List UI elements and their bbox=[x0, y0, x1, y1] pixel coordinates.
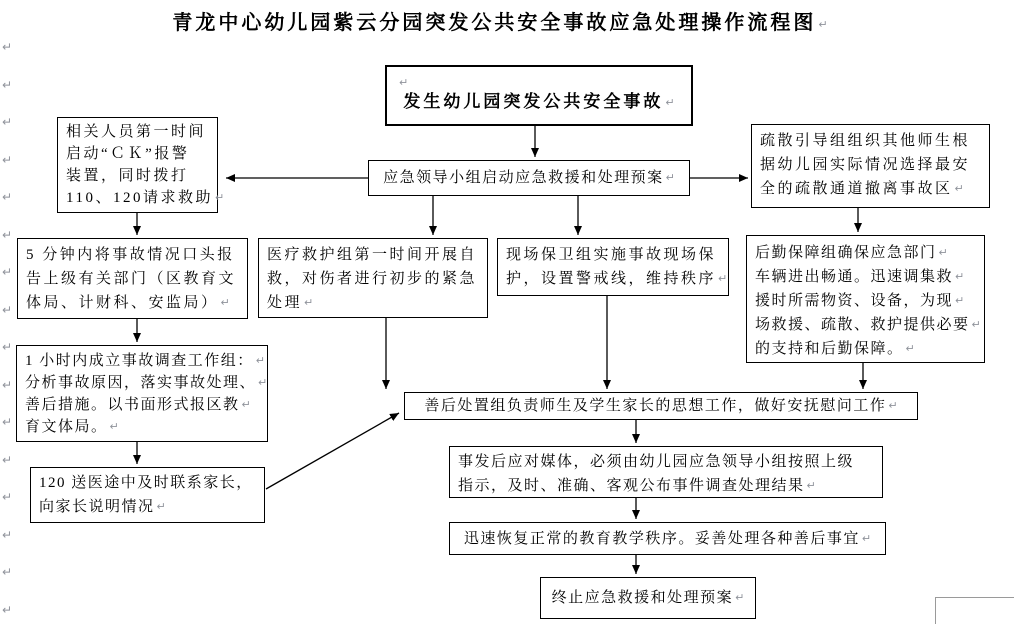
return-mark-icon: ↵ bbox=[818, 18, 828, 31]
return-mark-icon: ↵ bbox=[2, 340, 13, 354]
node-text-line: 育文体局。 bbox=[25, 419, 108, 435]
node-text-line: 救，对伤者进行初步的紧急 bbox=[267, 271, 478, 287]
node-text-line: 分析事故原因，落实事故处理、 bbox=[25, 375, 257, 391]
return-mark-icon: ↵ bbox=[806, 479, 816, 492]
flow-node-guard bbox=[497, 238, 729, 296]
return-mark-icon: ↵ bbox=[2, 115, 13, 129]
node-text-line: 应急领导小组启动应急救援和处理预案 bbox=[383, 170, 664, 186]
return-mark-icon: ↵ bbox=[955, 294, 965, 307]
node-text-line: 迅速恢复正常的教育教学秩序。妥善处理各种善后事宜 bbox=[463, 530, 860, 547]
return-mark-icon: ↵ bbox=[220, 296, 230, 309]
flow-node-recover bbox=[449, 522, 886, 555]
return-mark-icon: ↵ bbox=[718, 272, 728, 285]
flow-node-logistics bbox=[746, 235, 985, 363]
return-mark-icon: ↵ bbox=[214, 191, 225, 204]
partial-corner-box bbox=[935, 597, 1014, 624]
return-mark-icon: ↵ bbox=[2, 190, 13, 204]
connector-contact-to-comfort bbox=[266, 413, 399, 489]
return-mark-icon: ↵ bbox=[2, 265, 13, 279]
return-mark-icon: ↵ bbox=[2, 378, 13, 392]
node-text-line: 场救援、疏散、救护提供必要 bbox=[755, 317, 970, 333]
node-text-line: 120 送医途中及时联系家长， bbox=[39, 475, 253, 491]
node-text-line: 体局、计财科、安监局） bbox=[26, 295, 219, 311]
node-text-line: 据幼儿园实际情况选择最安 bbox=[760, 157, 971, 173]
return-mark-icon: ↵ bbox=[109, 420, 119, 433]
node-text-line: 处理 bbox=[267, 295, 303, 311]
node-text-line: 医疗救护组第一时间开展自 bbox=[267, 247, 478, 263]
node-text-line: 发生幼儿园突发公共安全事故 bbox=[403, 92, 664, 111]
flow-node-start bbox=[385, 65, 693, 126]
node-text-line: 善后措施。以书面形式报区教 bbox=[25, 397, 240, 413]
return-mark-icon: ↵ bbox=[905, 342, 915, 355]
return-mark-icon: ↵ bbox=[971, 318, 981, 331]
return-mark-icon: ↵ bbox=[255, 354, 265, 367]
flow-node-evacuate bbox=[751, 124, 990, 208]
return-mark-icon: ↵ bbox=[304, 296, 314, 309]
node-text-line: 指示，及时、准确、客观公布事件调查处理结果 bbox=[458, 478, 805, 494]
node-text-line: 向家长说明情况 bbox=[39, 499, 155, 515]
return-mark-icon: ↵ bbox=[861, 531, 872, 545]
flow-node-medical bbox=[258, 238, 488, 318]
return-mark-icon: ↵ bbox=[888, 399, 898, 412]
return-mark-icon: ↵ bbox=[955, 270, 965, 283]
node-text-line: 相关人员第一时间 bbox=[66, 124, 207, 140]
flow-node-alarm bbox=[57, 117, 225, 213]
node-text-line: 后勤保障组确保应急部门 bbox=[755, 245, 937, 261]
node-text-line: 护，设置警戒线，维持秩序 bbox=[506, 271, 717, 287]
node-text-line: 疏散引导组组织其他师生根 bbox=[760, 133, 971, 149]
return-mark-icon: ↵ bbox=[2, 415, 13, 429]
node-text-line: 1 小时内成立事故调查工作组： bbox=[25, 353, 254, 369]
return-mark-icon: ↵ bbox=[665, 171, 675, 184]
return-mark-icon: ↵ bbox=[2, 565, 13, 579]
node-text-line: 车辆进出畅通。迅速调集救 bbox=[755, 269, 954, 285]
node-text-line: 终止应急救援和处理预案 bbox=[551, 590, 734, 606]
node-text-line: 现场保卫组实施事故现场保 bbox=[506, 247, 717, 263]
flow-node-lead bbox=[368, 160, 690, 196]
return-mark-icon: ↵ bbox=[2, 453, 13, 467]
return-mark-icon: ↵ bbox=[2, 153, 13, 167]
flow-node-comfort bbox=[404, 392, 918, 420]
node-text-line: 110、120请求救助 bbox=[66, 190, 213, 206]
node-text-line: 善后处置组负责师生及学生家长的思想工作，做好安抚慰问工作 bbox=[424, 398, 887, 414]
page-title-text: 青龙中心幼儿园紫云分园突发公共安全事故应急处理操作流程图 bbox=[172, 12, 817, 34]
return-mark-icon: ↵ bbox=[2, 228, 13, 242]
node-text-line: 事发后应对媒体，必须由幼儿园应急领导小组按照上级 bbox=[458, 454, 855, 470]
flow-node-investigate bbox=[16, 345, 268, 442]
flow-node-contact bbox=[30, 467, 265, 523]
return-mark-icon: ↵ bbox=[735, 591, 745, 604]
flow-node-end bbox=[540, 577, 756, 619]
node-text-line: 装置，同时拨打 bbox=[66, 168, 189, 184]
return-mark-icon: ↵ bbox=[2, 40, 13, 54]
flow-node-media bbox=[449, 446, 883, 498]
return-mark-icon: ↵ bbox=[938, 246, 948, 259]
node-text-line: 援时所需物资、设备，为现 bbox=[755, 293, 954, 309]
return-mark-icon: ↵ bbox=[399, 76, 409, 89]
node-text-line: 启动“ＣＫ”报警 bbox=[66, 146, 190, 162]
return-mark-icon: ↵ bbox=[2, 490, 13, 504]
flow-node-report bbox=[17, 238, 248, 319]
page-title bbox=[0, 6, 1000, 35]
return-mark-icon: ↵ bbox=[156, 500, 166, 513]
return-mark-icon: ↵ bbox=[2, 603, 13, 617]
node-text-line: 的支持和后勤保障。 bbox=[755, 341, 904, 357]
return-mark-icon: ↵ bbox=[2, 78, 13, 92]
node-text-line: 全的疏散通道撤离事故区 bbox=[760, 181, 953, 197]
node-text-line: 5 分钟内将事故情况口头报 bbox=[26, 247, 235, 263]
node-text-line: 告上级有关部门（区教育文 bbox=[26, 271, 237, 287]
return-mark-icon: ↵ bbox=[258, 376, 268, 389]
return-mark-icon: ↵ bbox=[2, 528, 13, 542]
return-mark-icon: ↵ bbox=[665, 96, 675, 109]
return-mark-icon: ↵ bbox=[954, 182, 964, 195]
return-mark-icon: ↵ bbox=[241, 398, 251, 411]
return-mark-icon: ↵ bbox=[2, 303, 13, 317]
